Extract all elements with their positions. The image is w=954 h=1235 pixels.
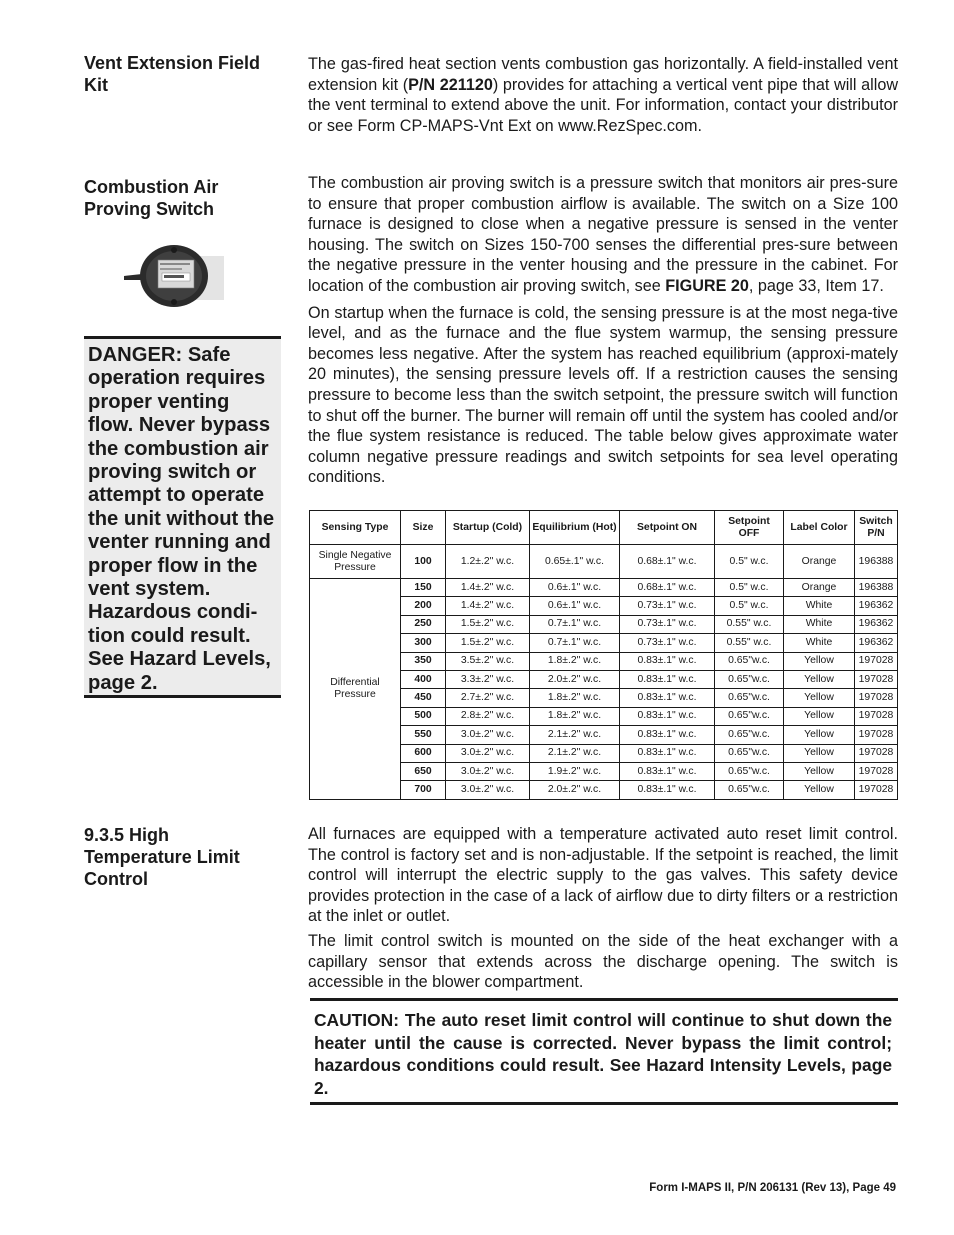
label-color-cell: Yellow xyxy=(784,652,855,670)
setpoint-on-cell: 0.73±.1" w.c. xyxy=(620,634,715,652)
size-cell: 550 xyxy=(401,726,446,744)
size-cell: 250 xyxy=(401,615,446,633)
setpoint-on-cell: 0.83±.1" w.c. xyxy=(620,781,715,799)
size-cell: 700 xyxy=(401,781,446,799)
setpoint-on-cell: 0.73±.1" w.c. xyxy=(620,597,715,615)
high-temp-paragraph-1: All furnaces are equipped with a temperature activated auto reset limit control. The control is factory set and is non-adjustable. If the setpoint is reached, the limit control will interrupt the electric supply to the gas valves. This safety device provides protection in the case of a lack of airflow due to dirty filters or a restriction at the inlet or outlet. xyxy=(308,825,898,926)
setpoint-on-cell: 0.68±.1" w.c. xyxy=(620,579,715,597)
setpoint-on-cell: 0.83±.1" w.c. xyxy=(620,689,715,707)
startup-cell: 3.5±.2" w.c. xyxy=(446,652,530,670)
startup-cell: 1.5±.2" w.c. xyxy=(446,634,530,652)
sensing-type-cell: Single Negative Pressure xyxy=(310,545,401,579)
label-color-cell: Yellow xyxy=(784,726,855,744)
label-color-cell: Yellow xyxy=(784,689,855,707)
size-cell: 500 xyxy=(401,707,446,725)
setpoint-off-cell: 0.65"w.c. xyxy=(715,781,784,799)
label-color-cell: Yellow xyxy=(784,707,855,725)
label-color-cell: White xyxy=(784,597,855,615)
setpoint-on-cell: 0.83±.1" w.c. xyxy=(620,652,715,670)
header-equilibrium: Equilibrium (Hot) xyxy=(530,511,620,545)
size-cell: 350 xyxy=(401,652,446,670)
table-row xyxy=(310,579,898,597)
setpoint-off-cell: 0.65"w.c. xyxy=(715,652,784,670)
equilibrium-cell: 1.9±.2" w.c. xyxy=(530,762,620,780)
danger-callout xyxy=(84,336,281,698)
vent-extension-body xyxy=(308,54,898,142)
size-cell: 400 xyxy=(401,670,446,688)
setpoint-off-cell: 0.65"w.c. xyxy=(715,689,784,707)
equilibrium-cell: 0.65±.1" w.c. xyxy=(530,545,620,579)
startup-cell: 2.7±.2" w.c. xyxy=(446,689,530,707)
label-color-cell: White xyxy=(784,634,855,652)
combustion-air-body xyxy=(308,173,898,494)
startup-cell: 2.8±.2" w.c. xyxy=(446,707,530,725)
header-setpoint-on: Setpoint ON xyxy=(620,511,715,545)
header-sensing-type: Sensing Type xyxy=(310,511,401,545)
startup-cell: 3.0±.2" w.c. xyxy=(446,762,530,780)
setpoint-off-cell: 0.55" w.c. xyxy=(715,615,784,633)
setpoint-off-cell: 0.65"w.c. xyxy=(715,744,784,762)
danger-text: DANGER: Safe operation requires proper venting flow. Never bypass the combustion air proving switch or attempt to operate the unit without the venter running and proper flow in the vent system. Hazardous condi-tion could result. See Hazard Levels, page 2. xyxy=(88,344,275,694)
combustion-air-heading: Combustion Air Proving Switch xyxy=(84,177,219,219)
startup-cell: 3.0±.2" w.c. xyxy=(446,781,530,799)
setpoint-off-cell: 0.65"w.c. xyxy=(715,762,784,780)
high-temp-heading: 9.3.5 High Temperature Limit Control xyxy=(84,825,240,889)
size-cell: 100 xyxy=(401,545,446,579)
combustion-air-paragraph-1: The combustion air proving switch is a pressure switch that monitors air pres-sure to ensure that proper combustion airflow is available. The switch on a Size 100 furnace is designed to close when a negative pressure is sensed in the venter housing. The switch on Sizes 150-700 senses the differential pres-sure between the negative pressure in the venter housing and the pressure in the cabinet. For location of the combustion air proving switch, see FIGURE 20, page 33, Item 17. xyxy=(308,174,898,295)
size-cell: 200 xyxy=(401,597,446,615)
startup-cell: 3.3±.2" w.c. xyxy=(446,670,530,688)
equilibrium-cell: 2.1±.2" w.c. xyxy=(530,726,620,744)
switch-pn-cell: 197028 xyxy=(855,744,898,762)
size-cell: 650 xyxy=(401,762,446,780)
label-color-cell: Orange xyxy=(784,545,855,579)
equilibrium-cell: 0.7±.1" w.c. xyxy=(530,615,620,633)
part-number: P/N 221120 xyxy=(408,75,493,94)
setpoint-off-cell: 0.5" w.c. xyxy=(715,597,784,615)
switch-pn-cell: 196362 xyxy=(855,634,898,652)
startup-cell: 1.2±.2" w.c. xyxy=(446,545,530,579)
combustion-air-paragraph-2: On startup when the furnace is cold, the sensing pressure is at the most nega-tive level, and as the furnace and the flue system warmup, the sensing pressure becomes less negative. After the system has reached equilibrium (approxi-mately 20 minutes), the sensing pressure levels off. If a restriction causes the sensing pressure to become less than the switch setpoint, the pressure switch will function to shut off the burner. The burner will remain off until the system has cooled and/or the flue system resistance is reduced. The table below gives approximate water column negative pressure readings and switch setpoints for sea level operating conditions. xyxy=(308,303,898,487)
label-color-cell: Yellow xyxy=(784,670,855,688)
switch-pn-cell: 196362 xyxy=(855,597,898,615)
vent-extension-paragraph: The gas-fired heat section vents combustion gas horizontally. A field-installed vent extension kit (P/N 221120) provides for attaching a vertical vent pipe that will allow the vent terminal to extend above the unit. For information, contact your distributor or see Form CP-MAPS-Vnt Ext on www.RezSpec.com. xyxy=(308,55,899,135)
size-cell: 600 xyxy=(401,744,446,762)
switch-pn-cell: 196388 xyxy=(855,579,898,597)
setpoint-off-cell: 0.65"w.c. xyxy=(715,726,784,744)
size-cell: 450 xyxy=(401,689,446,707)
equilibrium-cell: 2.0±.2" w.c. xyxy=(530,670,620,688)
equilibrium-cell: 0.6±.1" w.c. xyxy=(530,579,620,597)
startup-cell: 1.4±.2" w.c. xyxy=(446,579,530,597)
caution-text: CAUTION: The auto reset limit control will continue to shut down the heater until the cause is corrected. Never bypass the limit control; hazardous conditions could result. See Hazard Intensity Levels, page 2. xyxy=(314,1010,892,1098)
sensing-type-cell: Differential Pressure xyxy=(310,579,401,800)
startup-cell: 3.0±.2" w.c. xyxy=(446,726,530,744)
switch-pn-cell: 196388 xyxy=(855,545,898,579)
switch-pn-cell: 197028 xyxy=(855,652,898,670)
high-temp-body xyxy=(308,824,898,999)
switch-pn-cell: 196362 xyxy=(855,615,898,633)
label-color-cell: Yellow xyxy=(784,762,855,780)
setpoint-off-cell: 0.65"w.c. xyxy=(715,670,784,688)
setpoint-off-cell: 0.55" w.c. xyxy=(715,634,784,652)
setpoint-off-cell: 0.5" w.c. xyxy=(715,545,784,579)
equilibrium-cell: 1.8±.2" w.c. xyxy=(530,652,620,670)
setpoint-on-cell: 0.83±.1" w.c. xyxy=(620,670,715,688)
switch-pn-cell: 197028 xyxy=(855,781,898,799)
setpoint-off-cell: 0.65"w.c. xyxy=(715,707,784,725)
vent-extension-heading: Vent Extension Field Kit xyxy=(84,53,261,95)
label-color-cell: Yellow xyxy=(784,781,855,799)
setpoint-on-cell: 0.83±.1" w.c. xyxy=(620,744,715,762)
equilibrium-cell: 1.8±.2" w.c. xyxy=(530,707,620,725)
page-footer: Form I-MAPS II, P/N 206131 (Rev 13), Page 49 xyxy=(649,1182,896,1194)
startup-cell: 1.4±.2" w.c. xyxy=(446,597,530,615)
setpoint-on-cell: 0.68±.1" w.c. xyxy=(620,545,715,579)
pressure-switch-photo xyxy=(122,240,228,312)
size-cell: 300 xyxy=(401,634,446,652)
header-label-color: Label Color xyxy=(784,511,855,545)
setpoint-on-cell: 0.73±.1" w.c. xyxy=(620,615,715,633)
setpoint-on-cell: 0.83±.1" w.c. xyxy=(620,726,715,744)
switch-pn-cell: 197028 xyxy=(855,707,898,725)
setpoint-on-cell: 0.83±.1" w.c. xyxy=(620,707,715,725)
header-setpoint-off: Setpoint OFF xyxy=(715,511,784,545)
pressure-setpoint-table xyxy=(309,510,898,800)
switch-pn-cell: 197028 xyxy=(855,689,898,707)
startup-cell: 3.0±.2" w.c. xyxy=(446,744,530,762)
size-cell: 150 xyxy=(401,579,446,597)
header-switch-pn: Switch P/N xyxy=(855,511,898,545)
header-size: Size xyxy=(401,511,446,545)
header-startup: Startup (Cold) xyxy=(446,511,530,545)
equilibrium-cell: 1.8±.2" w.c. xyxy=(530,689,620,707)
figure-reference: FIGURE 20 xyxy=(665,276,749,295)
equilibrium-cell: 2.1±.2" w.c. xyxy=(530,744,620,762)
label-color-cell: Yellow xyxy=(784,744,855,762)
equilibrium-cell: 2.0±.2" w.c. xyxy=(530,781,620,799)
label-color-cell: White xyxy=(784,615,855,633)
setpoint-on-cell: 0.83±.1" w.c. xyxy=(620,762,715,780)
switch-pn-cell: 197028 xyxy=(855,670,898,688)
setpoint-off-cell: 0.5" w.c. xyxy=(715,579,784,597)
label-color-cell: Orange xyxy=(784,579,855,597)
high-temp-paragraph-2: The limit control switch is mounted on the side of the heat exchanger with a capillary sensor that extends across the discharge opening. The switch is accessible in the blower compartment. xyxy=(308,931,898,992)
equilibrium-cell: 0.6±.1" w.c. xyxy=(530,597,620,615)
table-header-row xyxy=(310,511,898,545)
table-body xyxy=(310,545,898,800)
caution-callout xyxy=(310,998,898,1105)
table-row xyxy=(310,545,898,579)
equilibrium-cell: 0.7±.1" w.c. xyxy=(530,634,620,652)
switch-pn-cell: 197028 xyxy=(855,726,898,744)
startup-cell: 1.5±.2" w.c. xyxy=(446,615,530,633)
switch-pn-cell: 197028 xyxy=(855,762,898,780)
